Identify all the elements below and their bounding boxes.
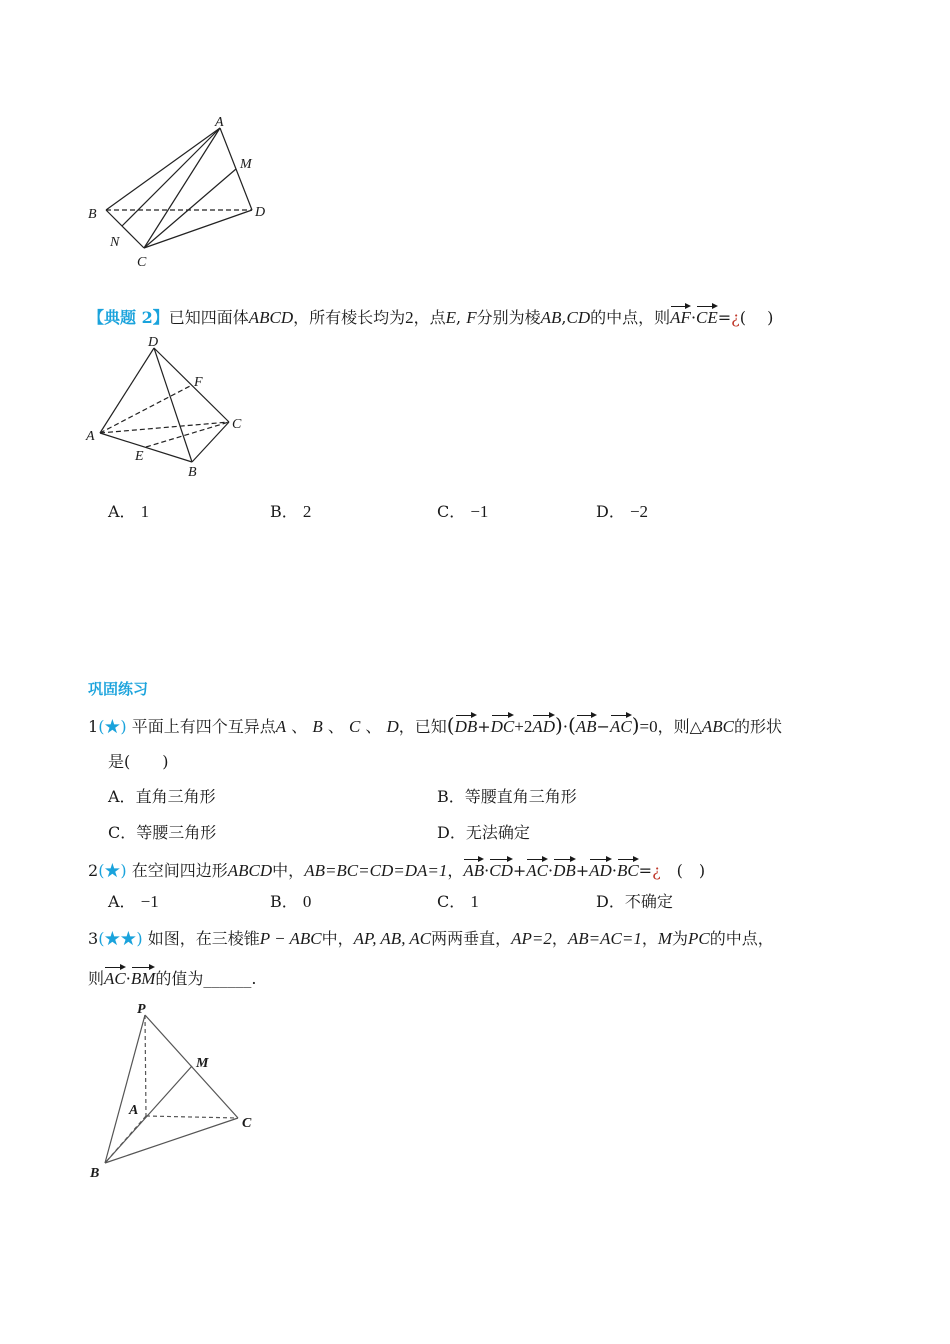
option-d[interactable]: D． −2 <box>596 502 649 521</box>
q2-option-b[interactable]: B． 0 <box>270 892 312 911</box>
vector-bm: BM <box>131 964 156 990</box>
question-1-cont: 是( ) <box>108 752 169 771</box>
label-f: F <box>194 375 203 390</box>
vector-ce: CE <box>696 303 718 329</box>
label-b: B <box>188 465 197 480</box>
label-n: N <box>110 235 120 250</box>
figure-pyramid-pabc <box>80 995 270 1185</box>
label-b: B <box>88 207 97 222</box>
q2-option-a[interactable]: A． −1 <box>108 892 159 911</box>
vector-ac: AC <box>104 964 126 990</box>
example-2-question: 【典题 2】已知四面体ABCD，所有棱长均为2，点E, F分别为棱AB,CD的中点，则AF·CE=¿( ) <box>88 303 773 329</box>
difficulty-stars: (★) <box>98 861 127 880</box>
difficulty-stars: (★★) <box>98 929 143 948</box>
label-m: M <box>196 1056 209 1071</box>
label-d: D <box>148 335 159 350</box>
q2-option-d[interactable]: D．不确定 <box>596 892 673 911</box>
label-m: M <box>240 157 252 172</box>
difficulty-stars: (★) <box>98 717 127 736</box>
q1-option-c[interactable]: C．等腰三角形 <box>108 823 217 842</box>
question-2: 2(★) 在空间四边形ABCD中，AB=BC=CD=DA=1，AB·CD+AC·DB+AD·BC=¿ ( ) <box>88 856 705 882</box>
figure-tetrahedron-mn <box>80 110 280 275</box>
section-title: 巩固练习 <box>88 680 149 698</box>
label-b: B <box>90 1166 100 1181</box>
label-d: D <box>255 205 266 220</box>
vector-af: AF <box>670 303 691 329</box>
option-a[interactable]: A． 1 <box>108 502 150 521</box>
option-c[interactable]: C． −1 <box>437 502 489 521</box>
label-a: A <box>129 1103 139 1118</box>
q1-option-a[interactable]: A．直角三角形 <box>108 787 216 806</box>
vector-db: DB <box>455 712 478 738</box>
vector-ab: AB <box>576 712 597 738</box>
label-c: C <box>232 417 242 432</box>
label-c: C <box>242 1116 252 1131</box>
q1-option-d[interactable]: D．无法确定 <box>437 823 530 842</box>
label-p: P <box>137 1002 146 1017</box>
vector-ad: AD <box>532 712 555 738</box>
figure-tetrahedron-ef <box>80 330 260 480</box>
option-b[interactable]: B． 2 <box>270 502 312 521</box>
question-3-cont: 则AC·BM的值为______. <box>88 964 256 990</box>
question-3: 3(★★) 如图，在三棱锥P − ABC中，AP, AB, AC两两垂直，AP=2，AB=AC=1，M为PC的中点， <box>88 929 774 948</box>
example-label: 【典题 2】 <box>88 308 169 327</box>
label-e: E <box>135 449 144 464</box>
label-c: C <box>137 255 147 270</box>
q1-option-b[interactable]: B．等腰直角三角形 <box>437 787 577 806</box>
q2-option-c[interactable]: C． 1 <box>437 892 479 911</box>
label-a: A <box>215 115 224 130</box>
question-1: 1(★) 平面上有四个互异点A 、 B 、 C 、 D，已知(DB+DC+2AD)·(AB−AC)=0，则△ABC的形状 <box>88 713 783 737</box>
vector-dc: DC <box>491 712 515 738</box>
label-a: A <box>86 429 95 444</box>
vector-ac: AC <box>610 712 632 738</box>
